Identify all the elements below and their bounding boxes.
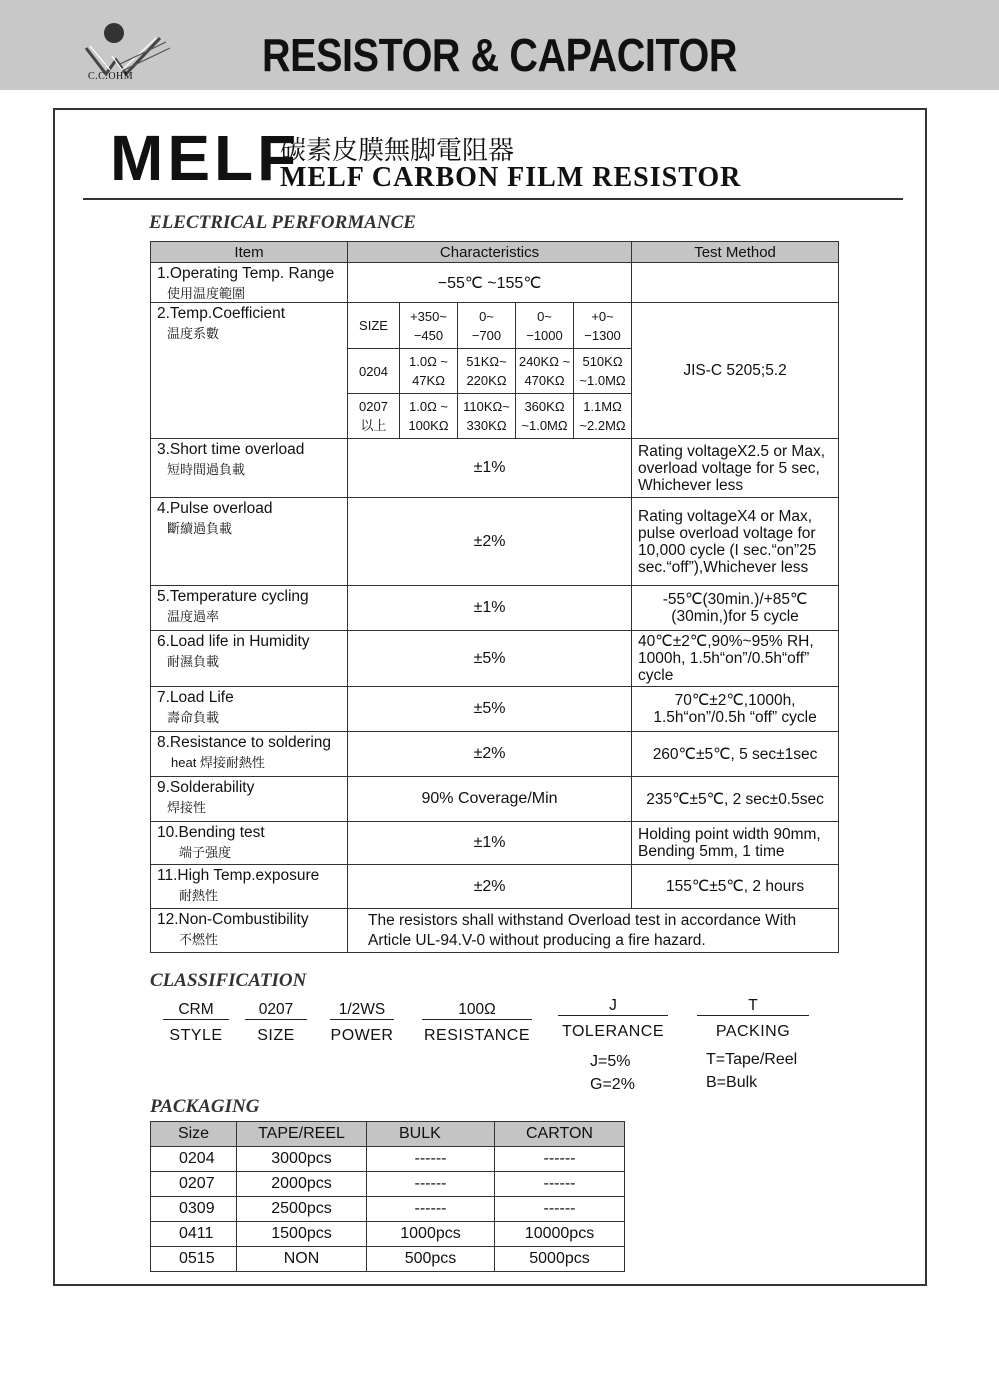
item-label: 11.High Temp.exposure bbox=[157, 867, 320, 884]
item-label: 7.Load Life bbox=[157, 689, 234, 706]
col-header-characteristics: Characteristics bbox=[348, 242, 632, 263]
characteristic-value: ±1% bbox=[348, 586, 632, 631]
size-cell: 0207 以上 bbox=[348, 394, 400, 439]
col-header-carton: CARTON bbox=[495, 1122, 625, 1147]
packaging-table bbox=[150, 1121, 625, 1272]
tape-reel-cell: 2000pcs bbox=[237, 1172, 367, 1197]
bulk-cell: ------ bbox=[367, 1172, 495, 1197]
item-label-cn: 不燃性 bbox=[179, 932, 219, 947]
size-cell: 0411 bbox=[151, 1222, 237, 1247]
test-method: 70℃±2℃,1000h, 1.5h“on”/0.5h “off” cycle bbox=[632, 687, 839, 732]
item-label-cn: 使用温度範圍 bbox=[167, 286, 246, 301]
characteristic-value: ±2% bbox=[348, 498, 632, 586]
size-cell: 0204 bbox=[348, 349, 400, 394]
item-label: 5.Temperature cycling bbox=[157, 588, 309, 605]
item-label-cn: 壽命負載 bbox=[167, 710, 220, 725]
item-label-cn: 耐濕負載 bbox=[167, 654, 220, 669]
item-label: 9.Solderability bbox=[157, 779, 255, 796]
test-method: Rating voltageX2.5 or Max, overload voltage for 5 sec, Whichever less bbox=[632, 439, 839, 498]
tape-reel-cell: 3000pcs bbox=[237, 1147, 367, 1172]
item-label-cn: 焊接性 bbox=[167, 800, 207, 815]
class-size bbox=[245, 1000, 307, 1045]
col-header-bulk: BULK bbox=[367, 1122, 495, 1147]
class-resistance-value: 100Ω bbox=[422, 1000, 532, 1020]
class-tolerance-label: TOLERANCE bbox=[561, 1023, 664, 1040]
class-power-value: 1/2WS bbox=[330, 1000, 394, 1020]
item-label-cn: 温度過率 bbox=[167, 609, 220, 624]
class-tolerance-value: J bbox=[558, 996, 668, 1016]
table-row bbox=[151, 1222, 625, 1247]
range-cell: 51KΩ~ 220KΩ bbox=[458, 349, 516, 394]
characteristic-value: ±1% bbox=[348, 822, 632, 865]
section-title-packaging: PACKAGING bbox=[150, 1096, 260, 1117]
table-row bbox=[151, 687, 839, 732]
test-method: 260℃±5℃, 5 sec±1sec bbox=[632, 732, 839, 777]
item-label: 8.Resistance to soldering bbox=[157, 734, 332, 751]
test-method: 235℃±5℃, 2 sec±0.5sec bbox=[632, 777, 839, 822]
table-row bbox=[151, 822, 839, 865]
table-row bbox=[151, 631, 839, 687]
test-method: 40℃±2℃,90%~95% RH, 1000h, 1.5h“on”/0.5h“off” cycle bbox=[632, 631, 839, 687]
table-row bbox=[151, 1172, 625, 1197]
size-label: SIZE bbox=[348, 303, 400, 349]
test-method bbox=[632, 263, 839, 303]
test-method: Holding point width 90mm, Bending 5mm, 1 time bbox=[632, 822, 839, 865]
table-row bbox=[151, 498, 839, 586]
characteristic-value: ±5% bbox=[348, 687, 632, 732]
page-header bbox=[0, 0, 999, 90]
col-header-size: Size bbox=[151, 1122, 237, 1147]
test-method: JIS-C 5205;5.2 bbox=[632, 303, 839, 439]
table-row bbox=[151, 732, 839, 777]
table-row bbox=[151, 1247, 625, 1272]
characteristic-value: ±2% bbox=[348, 865, 632, 909]
item-label: 12.Non-Combustibility bbox=[157, 911, 309, 928]
title-divider bbox=[83, 198, 903, 200]
bulk-cell: ------ bbox=[367, 1197, 495, 1222]
item-label-cn: heat 焊接耐熱性 bbox=[171, 755, 265, 770]
range-cell: 360KΩ ~1.0MΩ bbox=[516, 394, 574, 439]
product-title-cn: 碳素皮膜無脚電阻器 bbox=[280, 136, 515, 166]
tcr-cell: 0~ −1000 bbox=[516, 303, 574, 349]
item-label-cn: 温度系數 bbox=[167, 326, 220, 341]
item-label: 10.Bending test bbox=[157, 824, 265, 841]
carton-cell: ------ bbox=[495, 1147, 625, 1172]
characteristic-value: ±2% bbox=[348, 732, 632, 777]
page-title: RESISTOR & CAPACITOR bbox=[262, 29, 737, 81]
range-cell: 240KΩ ~ 470KΩ bbox=[516, 349, 574, 394]
bulk-cell: 500pcs bbox=[367, 1247, 495, 1272]
test-method: Rating voltageX4 or Max, pulse overload voltage for 10,000 cycle (I sec.“on”25 sec.“off”),Whichever less bbox=[632, 498, 839, 586]
item-label-cn: 短時間過負載 bbox=[167, 462, 246, 477]
col-header-item: Item bbox=[151, 242, 348, 263]
item-label: 1.Operating Temp. Range bbox=[157, 265, 335, 282]
section-title-classification: CLASSIFICATION bbox=[150, 970, 307, 991]
table-row bbox=[151, 1197, 625, 1222]
characteristic-value: ±1% bbox=[348, 439, 632, 498]
item-label: 2.Temp.Coefficient bbox=[157, 305, 286, 322]
range-cell: 510KΩ ~1.0MΩ bbox=[574, 349, 632, 394]
size-cell: 0204 bbox=[151, 1147, 237, 1172]
class-size-label: SIZE bbox=[257, 1027, 295, 1044]
tape-reel-cell: NON bbox=[237, 1247, 367, 1272]
section-title-electrical: ELECTRICAL PERFORMANCE bbox=[149, 212, 416, 233]
range-cell: 1.0Ω ~ 47KΩ bbox=[400, 349, 458, 394]
class-power bbox=[330, 1000, 394, 1045]
table-row bbox=[151, 439, 839, 498]
table-row bbox=[151, 909, 839, 953]
size-cell: 0515 bbox=[151, 1247, 237, 1272]
item-label: 3.Short time overload bbox=[157, 441, 305, 458]
class-style-label: STYLE bbox=[169, 1027, 223, 1044]
table-row bbox=[151, 1147, 625, 1172]
range-cell: 1.1MΩ ~2.2MΩ bbox=[574, 394, 632, 439]
tape-reel-cell: 2500pcs bbox=[237, 1197, 367, 1222]
item-label: 6.Load life in Humidity bbox=[157, 633, 310, 650]
range-cell: 1.0Ω ~ 100KΩ bbox=[400, 394, 458, 439]
table-row bbox=[151, 303, 839, 349]
item-label-cn: 耐熱性 bbox=[179, 888, 219, 903]
carton-cell: ------ bbox=[495, 1197, 625, 1222]
non-combustibility-text: The resistors shall withstand Overload test in accordance With Article UL-94.V-0 without producing a fire hazard. bbox=[348, 909, 839, 953]
tcr-cell: 0~ −700 bbox=[458, 303, 516, 349]
range-cell: 110KΩ~ 330KΩ bbox=[458, 394, 516, 439]
test-method: -55℃(30min.)/+85℃ (30min,)for 5 cycle bbox=[632, 586, 839, 631]
class-power-label: POWER bbox=[330, 1027, 394, 1044]
table-row bbox=[151, 777, 839, 822]
carton-cell: 10000pcs bbox=[495, 1222, 625, 1247]
class-tolerance bbox=[558, 996, 668, 1041]
characteristic-value: 90% Coverage/Min bbox=[348, 777, 632, 822]
item-label-cn: 斷續過負載 bbox=[167, 521, 233, 536]
product-code: MELF bbox=[110, 122, 301, 194]
size-cell: 0207 bbox=[151, 1172, 237, 1197]
tcr-cell: +0~ −1300 bbox=[574, 303, 632, 349]
carton-cell: 5000pcs bbox=[495, 1247, 625, 1272]
bulk-cell: ------ bbox=[367, 1147, 495, 1172]
class-packing-label: PACKING bbox=[715, 1023, 791, 1040]
table-header-row bbox=[151, 1122, 625, 1147]
class-size-value: 0207 bbox=[245, 1000, 307, 1020]
table-header-row bbox=[151, 242, 839, 263]
table-row bbox=[151, 586, 839, 631]
logo-text: C.C.OHM bbox=[88, 71, 134, 82]
col-header-test-method: Test Method bbox=[632, 242, 839, 263]
class-resistance bbox=[422, 1000, 532, 1045]
item-label: 4.Pulse overload bbox=[157, 500, 273, 517]
tcr-cell: +350~ −450 bbox=[400, 303, 458, 349]
tape-reel-cell: 1500pcs bbox=[237, 1222, 367, 1247]
class-packing-value: T bbox=[697, 996, 809, 1016]
packing-options: T=Tape/Reel B=Bulk bbox=[706, 1051, 798, 1091]
table-row bbox=[151, 263, 839, 303]
class-style bbox=[163, 1000, 229, 1045]
class-packing bbox=[697, 996, 809, 1041]
col-header-tape-reel: TAPE/REEL bbox=[237, 1122, 367, 1147]
characteristic-value: ±5% bbox=[348, 631, 632, 687]
class-resistance-label: RESISTANCE bbox=[423, 1027, 531, 1044]
characteristic-value: −55℃ ~155℃ bbox=[348, 263, 632, 303]
class-style-value: CRM bbox=[163, 1000, 229, 1020]
table-row bbox=[151, 865, 839, 909]
tolerance-options: J=5% G=2% bbox=[590, 1053, 635, 1093]
electrical-performance-table bbox=[150, 241, 839, 953]
item-label-cn: 端子强度 bbox=[179, 845, 232, 860]
carton-cell: ------ bbox=[495, 1172, 625, 1197]
bulk-cell: 1000pcs bbox=[367, 1222, 495, 1247]
product-title-en: MELF CARBON FILM RESISTOR bbox=[280, 162, 742, 193]
test-method: 155℃±5℃, 2 hours bbox=[632, 865, 839, 909]
size-cell: 0309 bbox=[151, 1197, 237, 1222]
